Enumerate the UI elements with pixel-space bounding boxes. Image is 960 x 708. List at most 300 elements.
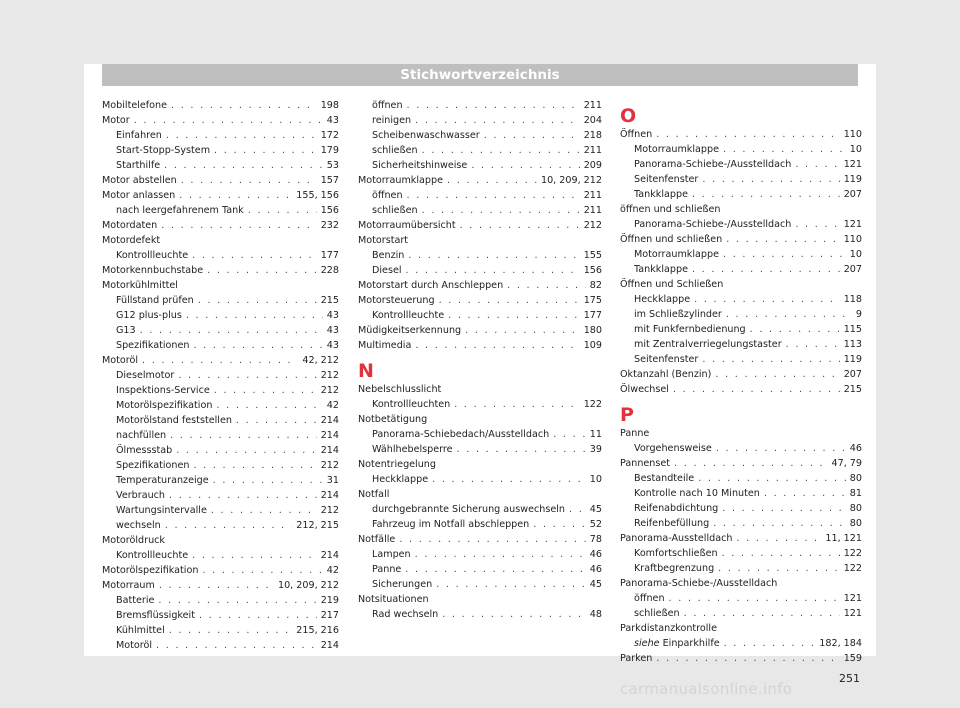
dot-leader xyxy=(692,189,840,200)
entry-page-ref: 155, 156 xyxy=(296,190,339,201)
entry-term xyxy=(634,638,720,649)
entry-term: Motorraumklappe xyxy=(358,175,443,186)
index-entry xyxy=(620,204,862,219)
entry-page-ref: 10 xyxy=(849,249,862,260)
entry-term: Ölmessstab xyxy=(116,445,173,456)
index-subentry xyxy=(620,189,862,204)
entry-page-ref: 218 xyxy=(583,130,602,141)
index-entry xyxy=(620,369,862,384)
index-entry xyxy=(102,265,339,280)
index-entry xyxy=(102,565,339,580)
dot-leader xyxy=(159,580,274,591)
index-subentry xyxy=(102,400,339,415)
dot-leader xyxy=(169,625,293,636)
index-subentry xyxy=(102,640,339,655)
dot-leader xyxy=(715,369,839,380)
dot-leader xyxy=(406,265,580,276)
entry-term: Pannenset xyxy=(620,458,671,469)
index-column-2 xyxy=(358,100,602,624)
dot-leader xyxy=(569,504,586,515)
dot-leader xyxy=(553,429,586,440)
dot-leader xyxy=(716,443,846,454)
index-entry xyxy=(102,100,339,115)
dot-leader xyxy=(795,219,839,230)
entry-page-ref: 109 xyxy=(583,340,602,351)
entry-term: öffnen und schließen xyxy=(620,204,721,215)
dot-leader xyxy=(179,190,292,201)
entry-term: Dieselmotor xyxy=(116,370,175,381)
entry-term: schließen xyxy=(372,205,418,216)
entry-term: Batterie xyxy=(116,595,155,606)
entry-term: Oktanzahl (Benzin) xyxy=(620,369,712,380)
dot-leader xyxy=(786,339,840,350)
index-subentry xyxy=(358,100,602,115)
entry-page-ref: 122 xyxy=(843,563,862,574)
entry-page-ref: 207 xyxy=(843,369,862,380)
index-entry xyxy=(620,129,862,144)
dot-leader xyxy=(178,370,316,381)
index-entry xyxy=(620,458,862,473)
index-subentry xyxy=(358,579,602,594)
index-subentry xyxy=(102,310,339,325)
section-letter: P xyxy=(620,404,634,426)
entry-term: Panorama-Ausstelldach xyxy=(620,533,733,544)
entry-term: Motoröl xyxy=(102,355,139,366)
index-subentry xyxy=(620,563,862,578)
entry-term: wechseln xyxy=(116,520,161,531)
entry-page-ref: 175 xyxy=(583,295,602,306)
index-subentry xyxy=(358,130,602,145)
entry-page-ref: 47, 79 xyxy=(831,458,862,469)
entry-page-ref: 211 xyxy=(583,205,602,216)
index-entry xyxy=(358,220,602,235)
dot-leader xyxy=(422,205,580,216)
dot-leader xyxy=(140,325,323,336)
dot-leader xyxy=(692,264,840,275)
dot-leader xyxy=(407,190,580,201)
entry-page-ref: 215 xyxy=(320,295,339,306)
entry-page-ref: 212 xyxy=(320,370,339,381)
entry-page-ref: 10 xyxy=(589,474,602,485)
entry-term: nach leergefahrenem Tank xyxy=(116,205,244,216)
index-subentry xyxy=(620,608,862,623)
entry-term: Müdigkeitserkennung xyxy=(358,325,462,336)
entry-page-ref: 122 xyxy=(843,548,862,559)
dot-leader xyxy=(181,175,317,186)
dot-leader xyxy=(415,340,579,351)
entry-page-ref: 204 xyxy=(583,115,602,126)
dot-leader xyxy=(248,205,317,216)
dot-leader xyxy=(439,295,580,306)
index-subentry xyxy=(358,444,602,459)
entry-page-ref: 42 xyxy=(326,565,339,576)
entry-page-ref: 80 xyxy=(849,473,862,484)
dot-leader xyxy=(750,324,840,335)
index-subentry xyxy=(358,310,602,325)
index-subentry xyxy=(620,503,862,518)
entry-page-ref: 179 xyxy=(320,145,339,156)
index-entry xyxy=(358,594,602,609)
entry-page-ref: 156 xyxy=(320,205,339,216)
index-entry xyxy=(102,220,339,235)
dot-leader xyxy=(471,160,579,171)
dot-leader xyxy=(656,653,839,664)
dot-leader xyxy=(213,475,323,486)
index-subentry xyxy=(102,130,339,145)
index-subentry xyxy=(102,145,339,160)
dot-leader xyxy=(171,100,317,111)
entry-term: Kontrollleuchte xyxy=(116,250,189,261)
index-entry xyxy=(620,428,862,443)
entry-term: Motor anlassen xyxy=(102,190,176,201)
index-subentry xyxy=(358,564,602,579)
entry-page-ref: 53 xyxy=(326,160,339,171)
index-entry xyxy=(358,489,602,504)
index-subentry xyxy=(102,490,339,505)
dot-leader xyxy=(164,160,323,171)
entry-term: Starthilfe xyxy=(116,160,161,171)
entry-term: mit Zentralverriegelungstaster xyxy=(634,339,782,350)
entry-page-ref: 42, 212 xyxy=(302,355,339,366)
index-subentry xyxy=(620,159,862,174)
entry-see-prefix: siehe xyxy=(634,638,660,649)
index-entry xyxy=(620,578,862,593)
index-subentry xyxy=(620,144,862,159)
index-entry xyxy=(102,115,339,130)
index-entry xyxy=(358,459,602,474)
index-subentry xyxy=(358,429,602,444)
entry-term: Bestandteile xyxy=(634,473,695,484)
entry-term: Motorölspezifikation xyxy=(116,400,213,411)
entry-term: Kontrollleuchte xyxy=(116,550,189,561)
index-entry xyxy=(358,325,602,340)
index-subentry xyxy=(620,473,862,488)
entry-term: Heckklappe xyxy=(634,294,691,305)
entry-term: mit Funkfernbedienung xyxy=(634,324,746,335)
entry-term: Öffnen und Schließen xyxy=(620,279,724,290)
entry-page-ref: 46 xyxy=(589,564,602,575)
entry-page-ref: 45 xyxy=(589,579,602,590)
index-subentry xyxy=(102,160,339,175)
entry-page-ref: 157 xyxy=(320,175,339,186)
dot-leader xyxy=(186,310,323,321)
dot-leader xyxy=(142,355,298,366)
dot-leader xyxy=(193,460,316,471)
entry-term: Panorama-Schiebe-/Ausstelldach xyxy=(620,578,778,589)
entry-term: Motorraum xyxy=(102,580,155,591)
entry-term: Diesel xyxy=(372,265,402,276)
index-subentry xyxy=(102,340,339,355)
entry-page-ref: 52 xyxy=(589,519,602,530)
entry-term: Füllstand prüfen xyxy=(116,295,194,306)
entry-term: Rad wechseln xyxy=(372,609,439,620)
entry-page-ref: 214 xyxy=(320,415,339,426)
section-letter: O xyxy=(620,105,637,127)
entry-page-ref: 31 xyxy=(326,475,339,486)
entry-term: Mobiltelefone xyxy=(102,100,168,111)
entry-term: Reifenabdichtung xyxy=(634,503,719,514)
entry-term: Lampen xyxy=(372,549,411,560)
entry-page-ref: 211 xyxy=(583,145,602,156)
index-subentry xyxy=(102,295,339,310)
dot-leader xyxy=(236,415,317,426)
entry-term: Ölwechsel xyxy=(620,384,669,395)
entry-term: Motorstart xyxy=(358,235,409,246)
entry-term: Motorraumklappe xyxy=(634,249,719,260)
entry-page-ref: 46 xyxy=(849,443,862,454)
entry-term: Motorsteuerung xyxy=(358,295,435,306)
index-subentry xyxy=(620,593,862,608)
dot-leader xyxy=(156,640,317,651)
entry-term: Seitenfenster xyxy=(634,354,699,365)
entry-term: Nebelschlusslicht xyxy=(358,384,442,395)
dot-leader xyxy=(673,384,840,395)
entry-page-ref: 10, 209, 212 xyxy=(277,580,339,591)
entry-page-ref: 172 xyxy=(320,130,339,141)
index-subentry xyxy=(620,548,862,563)
dot-leader xyxy=(176,445,316,456)
entry-term: Spezifikationen xyxy=(116,460,190,471)
index-subentry xyxy=(358,609,602,624)
dot-leader xyxy=(724,638,816,649)
index-entry xyxy=(620,384,862,399)
section-letter: N xyxy=(358,360,374,382)
entry-term: Wählhebelsperre xyxy=(372,444,453,455)
entry-page-ref: 110 xyxy=(843,129,862,140)
index-subentry xyxy=(102,595,339,610)
dot-leader xyxy=(533,519,586,530)
index-entry xyxy=(620,234,862,249)
dot-leader xyxy=(399,534,585,545)
index-entry xyxy=(358,414,602,429)
index-subentry xyxy=(620,324,862,339)
entry-term: Panne xyxy=(372,564,402,575)
entry-term: Panorama-Schiebe-/Ausstelldach xyxy=(634,219,792,230)
index-subentry xyxy=(102,475,339,490)
dot-leader xyxy=(702,174,839,185)
entry-term: Kontrollleuchte xyxy=(372,310,445,321)
entry-term: Sicherungen xyxy=(372,579,433,590)
dot-leader xyxy=(436,579,586,590)
dot-leader xyxy=(422,145,580,156)
dot-leader xyxy=(165,520,293,531)
entry-term: Motor xyxy=(102,115,130,126)
entry-page-ref: 10 xyxy=(849,144,862,155)
entry-page-ref: 215 xyxy=(843,384,862,395)
entry-page-ref: 10, 209, 212 xyxy=(540,175,602,186)
entry-page-ref: 80 xyxy=(849,503,862,514)
dot-leader xyxy=(726,234,840,245)
dot-leader xyxy=(214,385,317,396)
entry-term: Verbrauch xyxy=(116,490,166,501)
dot-leader xyxy=(454,399,579,410)
entry-term: G13 xyxy=(116,325,136,336)
entry-term: öffnen xyxy=(372,190,403,201)
entry-term: Wartungsintervalle xyxy=(116,505,207,516)
entry-term: Bremsflüssigkeit xyxy=(116,610,195,621)
index-entry xyxy=(358,384,602,399)
dot-leader xyxy=(407,100,580,111)
entry-page-ref: 39 xyxy=(589,444,602,455)
entry-term: schließen xyxy=(634,608,680,619)
dot-leader xyxy=(442,609,586,620)
index-subentry xyxy=(102,370,339,385)
index-subentry xyxy=(102,430,339,445)
dot-leader xyxy=(432,474,586,485)
index-subentry xyxy=(102,415,339,430)
index-entry xyxy=(358,534,602,549)
page-header: Stichwortverzeichnis xyxy=(102,64,858,86)
entry-term: Notfall xyxy=(358,489,390,500)
dot-leader xyxy=(722,503,846,514)
index-subentry xyxy=(358,250,602,265)
entry-term: Multimedia xyxy=(358,340,412,351)
entry-term: Motoröl xyxy=(116,640,153,651)
index-subentry xyxy=(358,549,602,564)
dot-leader xyxy=(669,593,840,604)
entry-term: Motorkennbuchstabe xyxy=(102,265,204,276)
index-subentry xyxy=(620,249,862,264)
index-subentry xyxy=(620,264,862,279)
entry-page-ref: 156 xyxy=(583,265,602,276)
index-subentry xyxy=(620,294,862,309)
index-entry xyxy=(102,190,339,205)
index-entry xyxy=(102,280,339,295)
dot-leader xyxy=(723,144,846,155)
entry-page-ref: 110 xyxy=(843,234,862,245)
entry-term: Panorama-Schiebedach/Ausstelldach xyxy=(372,429,550,440)
index-entry xyxy=(620,533,862,548)
dot-leader xyxy=(460,220,580,231)
index-subentry xyxy=(358,190,602,205)
entry-term: Motordaten xyxy=(102,220,158,231)
entry-term: G12 plus-plus xyxy=(116,310,182,321)
entry-term: Einfahren xyxy=(116,130,162,141)
dot-leader xyxy=(192,550,317,561)
dot-leader xyxy=(694,294,840,305)
entry-term: Kontrollleuchten xyxy=(372,399,451,410)
dot-leader xyxy=(684,608,840,619)
dot-leader xyxy=(166,130,317,141)
entry-page-ref: 212 xyxy=(320,460,339,471)
index-subentry xyxy=(102,325,339,340)
index-entry xyxy=(358,295,602,310)
entry-page-ref: 9 xyxy=(855,309,862,320)
index-subentry xyxy=(358,399,602,414)
dot-leader xyxy=(158,595,316,606)
entry-page-ref: 207 xyxy=(843,264,862,275)
index-entry xyxy=(358,175,602,190)
entry-page-ref: 211 xyxy=(583,100,602,111)
dot-leader xyxy=(507,280,586,291)
index-entry xyxy=(620,653,862,668)
dot-leader xyxy=(726,309,852,320)
entry-page-ref: 211 xyxy=(583,190,602,201)
entry-page-ref: 43 xyxy=(326,115,339,126)
entry-page-ref: 198 xyxy=(320,100,339,111)
dot-leader xyxy=(698,473,846,484)
entry-page-ref: 212 xyxy=(583,220,602,231)
entry-page-ref: 118 xyxy=(843,294,862,305)
entry-page-ref: 209 xyxy=(583,160,602,171)
index-column-1 xyxy=(102,100,339,655)
entry-term: Parken xyxy=(620,653,653,664)
entry-term: Motorkühlmittel xyxy=(102,280,178,291)
index-entry xyxy=(102,580,339,595)
entry-term: Parkdistanzkontrolle xyxy=(620,623,718,634)
dot-leader xyxy=(795,159,839,170)
entry-page-ref: 43 xyxy=(326,325,339,336)
index-column-3 xyxy=(620,100,862,668)
entry-term: Notbetätigung xyxy=(358,414,428,425)
index-subentry xyxy=(620,219,862,234)
entry-page-ref: 119 xyxy=(843,174,862,185)
index-entry xyxy=(358,340,602,355)
entry-term: Notentriegelung xyxy=(358,459,436,470)
entry-term: reinigen xyxy=(372,115,412,126)
watermark: carmanualsonline.info xyxy=(620,680,793,698)
index-subentry xyxy=(102,505,339,520)
entry-page-ref: 177 xyxy=(320,250,339,261)
index-subentry xyxy=(620,354,862,369)
index-subentry xyxy=(102,205,339,220)
entry-term: Start-Stopp-System xyxy=(116,145,211,156)
entry-term: Notfälle xyxy=(358,534,396,545)
entry-page-ref: 214 xyxy=(320,490,339,501)
index-subentry xyxy=(620,488,862,503)
entry-page-ref: 214 xyxy=(320,550,339,561)
index-subentry xyxy=(358,519,602,534)
index-subentry xyxy=(102,625,339,640)
entry-term: Kühlmittel xyxy=(116,625,165,636)
entry-page-ref: 121 xyxy=(843,593,862,604)
entry-page-ref: 214 xyxy=(320,445,339,456)
entry-term: nachfüllen xyxy=(116,430,167,441)
entry-page-ref: 80 xyxy=(849,518,862,529)
entry-term: Reifenbefüllung xyxy=(634,518,710,529)
entry-term: Heckklappe xyxy=(372,474,429,485)
dot-leader xyxy=(484,130,580,141)
entry-term: Benzin xyxy=(372,250,405,261)
index-entry xyxy=(620,279,862,294)
entry-term: Spezifikationen xyxy=(116,340,190,351)
entry-page-ref: 219 xyxy=(320,595,339,606)
entry-page-ref: 11 xyxy=(589,429,602,440)
index-subentry xyxy=(620,443,862,458)
dot-leader xyxy=(447,175,537,186)
entry-page-ref: 180 xyxy=(583,325,602,336)
dot-leader xyxy=(448,310,580,321)
entry-page-ref: 48 xyxy=(589,609,602,620)
dot-leader xyxy=(192,250,317,261)
entry-page-ref: 121 xyxy=(843,608,862,619)
dot-leader xyxy=(207,265,317,276)
dot-leader xyxy=(214,145,317,156)
index-subentry xyxy=(358,145,602,160)
index-entry xyxy=(102,535,339,550)
dot-leader xyxy=(216,400,322,411)
dot-leader xyxy=(169,490,317,501)
index-subentry xyxy=(102,610,339,625)
index-subentry xyxy=(620,638,862,653)
entry-term: Motor abstellen xyxy=(102,175,177,186)
dot-leader xyxy=(713,518,846,529)
entry-term: im Schließzylinder xyxy=(634,309,722,320)
entry-page-ref: 11, 121 xyxy=(825,533,862,544)
entry-term: Tankklappe xyxy=(634,264,688,275)
entry-page-ref: 82 xyxy=(589,280,602,291)
entry-term: Sicherheitshinweise xyxy=(372,160,468,171)
